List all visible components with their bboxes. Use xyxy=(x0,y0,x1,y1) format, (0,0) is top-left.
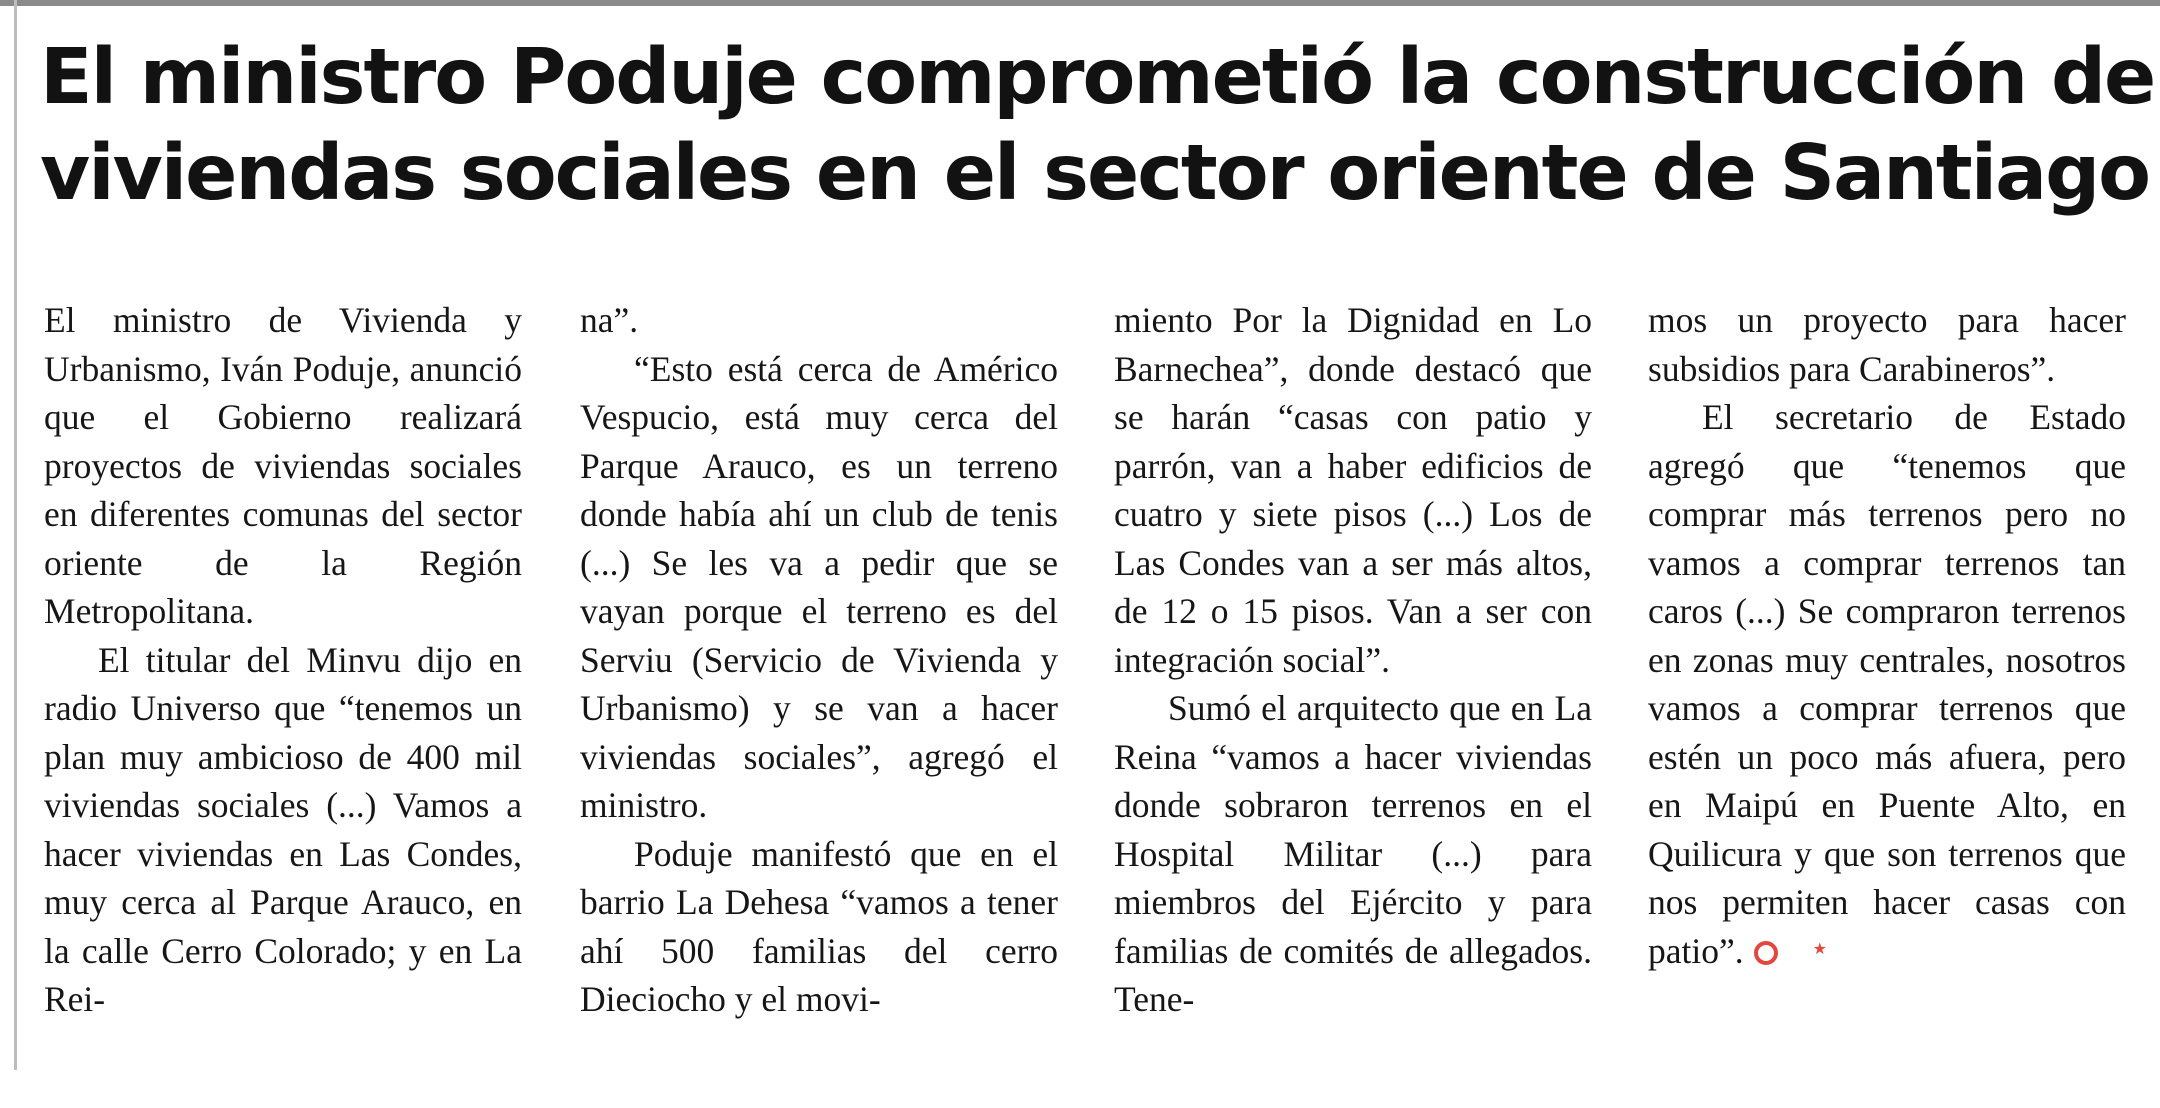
article-column-2 xyxy=(580,296,1058,1024)
paragraph: na”. xyxy=(580,300,639,340)
top-rule xyxy=(0,0,2160,6)
headline-line-2: viviendas sociales en el sector oriente de Santiago xyxy=(40,129,2150,218)
article-column-1 xyxy=(44,296,522,1024)
paragraph: Poduje manifestó que en el barrio La Dehesa “vamos a tener ahí 500 familias del cerro Dieciocho y el movi- xyxy=(580,833,1058,1019)
paragraph: El titular del Minvu dijo en radio Universo que “tenemos un plan muy ambicioso de 400 mil viviendas sociales (...) Vamos a hacer viviendas en Las Condes, muy cerca al Parque Arauco, en la calle Cerro Colorado; y en La Rei- xyxy=(44,639,522,1019)
paragraph: miento Por la Dignidad en Lo Barnechea”, donde destacó que se harán “casas con patio y parrón, van a haber edificios de cuatro y siete pisos (...) Los de Las Condes van a ser más altos, de 12 o 15 pisos. Van a ser con integración social”. xyxy=(1114,300,1592,680)
paragraph xyxy=(1648,393,2126,975)
article-column-3 xyxy=(1114,296,1592,1024)
paragraph-text: El secretario de Estado agregó que “tenemos que comprar más terrenos pero no vamos a comprar terrenos tan caros (...) Se compraron terrenos en zonas muy centrales, nosotros vamos a comprar terrenos que estén un poco más afuera, pero en Maipú en Puente Alto, en Quilicura y que son terrenos que nos permiten hacer casas con patio”. xyxy=(1648,397,2126,971)
article-column-4 xyxy=(1648,296,2126,975)
end-of-article-icon xyxy=(1754,941,1778,965)
paragraph: mos un proyecto para hacer subsidios para Carabineros”. xyxy=(1648,300,2126,389)
paragraph: “Esto está cerca de Américo Vespucio, está muy cerca del Parque Arauco, es un terreno donde había ahí un club de tenis (...) Se les va a pedir que se vayan porque el terreno es del Serviu (Servicio de Vivienda y Urbanismo) y se van a hacer viviendas sociales”, agregó el ministro. xyxy=(580,348,1058,825)
headline xyxy=(40,30,2155,222)
left-rule xyxy=(14,0,17,1070)
paragraph: El ministro de Vivienda y Urbanismo, Iván Poduje, anunció que el Gobierno realizará proyectos de viviendas sociales en diferentes comunas del sector oriente de la Región Metropolitana. xyxy=(44,300,522,631)
paragraph: Sumó el arquitecto que en La Reina “vamos a hacer viviendas donde sobraron terrenos en el Hospital Militar (...) para miembros del Ejército y para familias de comités de allegados. Tene- xyxy=(1114,688,1592,1019)
headline-line-1: El ministro Poduje comprometió la construcción de xyxy=(40,33,2155,122)
